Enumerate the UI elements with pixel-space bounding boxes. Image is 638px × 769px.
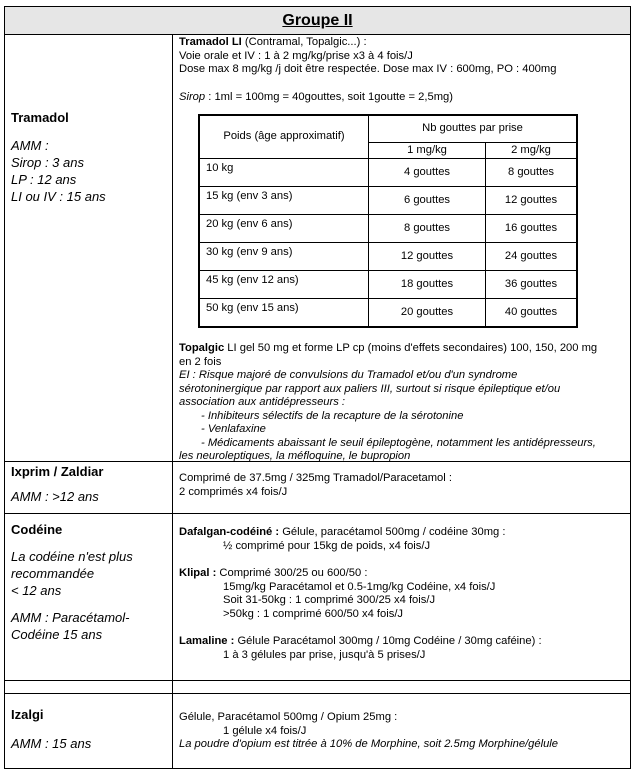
spacer-right-cell	[173, 681, 630, 693]
izalgi-line3: La poudre d'opium est titrée à 10% de Morphine, soit 2.5mg Morphine/gélule	[179, 738, 559, 750]
tramadol-line2: Dose max 8 mg/kg /j doit être respectée. Dose max IV : 600mg, PO : 400mg	[179, 63, 557, 75]
drops-2mg-cell: 40 gouttes	[486, 299, 578, 328]
dafalgan-dose: ½ comprimé pour 15kg de poids, x4 fois/J	[223, 539, 431, 552]
table-row	[199, 243, 577, 271]
codeine-name: Codéine	[11, 522, 63, 537]
codeine-amm-0: AMM : Paracétamol-	[11, 610, 130, 625]
klipal-line-0: 15mg/kg Paracétamol et 0.5-1mg/kg Codéine, x4 fois/J	[223, 580, 496, 593]
tramadol-amm-2: LP : 12 ans	[11, 172, 77, 187]
izalgi-line2: 1 gélule x4 fois/J	[223, 724, 307, 737]
drops-2mg-cell: 16 gouttes	[486, 215, 578, 243]
topalgic-line2: en 2 fois	[179, 355, 222, 368]
tramadol-li-brands: (Contramal, Topalgic...) :	[241, 36, 367, 48]
topalgic-text: LI gel 50 mg et forme LP cp (moins d'effets secondaires) 100, 150, 200 mg	[224, 342, 598, 354]
izalgi-right-cell	[173, 694, 630, 768]
codeine-note-1: recommandée	[11, 566, 95, 581]
drops-2mg-cell: 8 gouttes	[486, 159, 578, 187]
drops-2mg-cell: 36 gouttes	[486, 271, 578, 299]
sub-header-2mg: 2 mg/kg	[486, 143, 578, 159]
sirop-label: Sirop	[179, 90, 206, 103]
tramadol-amm-1: Sirop : 3 ans	[11, 155, 84, 170]
table-row	[199, 159, 577, 187]
ei-bullet-2: - Médicaments abaissant le seuil épileptogène, notamment les antidépresseurs,	[201, 436, 596, 449]
table-row	[199, 271, 577, 299]
weight-cell: 30 kg (env 9 ans)	[199, 243, 369, 271]
codeine-left-cell	[5, 514, 173, 680]
row-tramadol	[5, 35, 630, 462]
spacer-left-cell	[5, 681, 173, 693]
ixprim-line-0: Comprimé de 37.5mg / 325mg Tramadol/Paracetamol :	[179, 472, 452, 484]
codeine-note-2: < 12 ans	[11, 583, 62, 598]
row-izalgi	[5, 694, 630, 768]
weight-cell: 15 kg (env 3 ans)	[199, 187, 369, 215]
klipal-line-2: >50kg : 1 comprimé 600/50 x4 fois/J	[223, 607, 404, 620]
lamaline-name: Lamaline :	[179, 635, 235, 647]
row-spacer	[5, 681, 630, 694]
drops-2mg-cell: 12 gouttes	[486, 187, 578, 215]
izalgi-name: Izalgi	[11, 707, 44, 722]
tramadol-li-name: Tramadol LI	[179, 36, 242, 48]
lamaline-line	[179, 635, 630, 649]
ixprim-left-cell	[5, 462, 173, 513]
tramadol-name: Tramadol	[11, 110, 69, 125]
izalgi-amm: AMM : 15 ans	[11, 736, 92, 751]
topalgic-line	[179, 342, 630, 356]
codeine-amm-1: Codéine 15 ans	[11, 627, 103, 642]
dafalgan-text: Gélule, paracétamol 500mg / codéine 30mg :	[279, 526, 506, 538]
tramadol-amm-0: AMM :	[11, 138, 49, 153]
dafalgan-line	[179, 526, 630, 540]
weight-cell: 50 kg (env 15 ans)	[199, 299, 369, 328]
ei-bullet-2-cont: les neuroleptiques, la méfloquine, le bupropion	[179, 450, 411, 462]
tramadol-li-heading	[179, 36, 630, 50]
col-drops-header: Nb gouttes par prise	[369, 115, 578, 143]
drops-1mg-cell: 12 gouttes	[369, 243, 486, 271]
drops-1mg-cell: 18 gouttes	[369, 271, 486, 299]
klipal-name: Klipal :	[179, 567, 217, 579]
codeine-note-0: La codéine n'est plus	[11, 549, 133, 564]
izalgi-left-cell	[5, 694, 173, 768]
drops-1mg-cell: 8 gouttes	[369, 215, 486, 243]
row-ixprim	[5, 462, 630, 514]
drops-1mg-cell: 4 gouttes	[369, 159, 486, 187]
ei-bullet-1: - Venlafaxine	[201, 423, 266, 435]
drops-1mg-cell: 20 gouttes	[369, 299, 486, 328]
ei-line-1: sérotoninergique par rapport aux paliers III, surtout si risque épileptique et/ou	[179, 382, 561, 395]
weight-cell: 45 kg (env 12 ans)	[199, 271, 369, 299]
drops-2mg-cell: 24 gouttes	[486, 243, 578, 271]
table-row	[199, 215, 577, 243]
sub-header-1mg: 1 mg/kg	[369, 143, 486, 159]
tramadol-sirop-line	[179, 91, 630, 105]
weight-cell: 20 kg (env 6 ans)	[199, 215, 369, 243]
ei-line-2: association aux antidépresseurs :	[179, 396, 346, 408]
dafalgan-name: Dafalgan-codéiné :	[179, 526, 280, 538]
group-table	[4, 6, 631, 769]
ixprim-right-cell	[173, 462, 630, 513]
izalgi-line1: Gélule, Paracétamol 500mg / Opium 25mg :	[179, 711, 398, 723]
lamaline-text: Gélule Paracétamol 300mg / 10mg Codéine / 30mg caféine) :	[234, 635, 542, 647]
tramadol-line1: Voie orale et IV : 1 à 2 mg/kg/prise x3 à 4 fois/J	[179, 49, 413, 62]
ixprim-amm: AMM : >12 ans	[11, 489, 99, 504]
col-weight-header: Poids (âge approximatif)	[199, 115, 369, 159]
table-row	[199, 187, 577, 215]
ei-line-0: EI : Risque majoré de convulsions du Tramadol et/ou d'un syndrome	[179, 369, 518, 381]
ixprim-name: Ixprim / Zaldiar	[11, 464, 104, 479]
klipal-line-1: Soit 31-50kg : 1 comprimé 300/25 x4 fois/J	[223, 594, 436, 606]
tramadol-right-cell	[173, 35, 630, 461]
row-codeine	[5, 514, 630, 681]
codeine-right-cell	[173, 514, 630, 680]
table-row	[199, 299, 577, 328]
tramadol-amm-3: LI ou IV : 15 ans	[11, 189, 106, 204]
tramadol-left-cell	[5, 35, 173, 461]
ei-bullet-0: - Inhibiteurs sélectifs de la recapture de la sérotonine	[201, 409, 464, 422]
weight-cell: 10 kg	[199, 159, 369, 187]
drops-1mg-cell: 6 gouttes	[369, 187, 486, 215]
klipal-line	[179, 567, 630, 581]
group-title: Groupe II	[5, 7, 630, 35]
sirop-text: : 1ml = 100mg = 40gouttes, soit 1goutte = 2,5mg)	[205, 90, 453, 103]
drops-dosage-table	[198, 114, 578, 328]
klipal-text: Comprimé 300/25 ou 600/50 :	[216, 567, 368, 579]
topalgic-name: Topalgic	[179, 342, 225, 354]
lamaline-dose: 1 à 3 gélules par prise, jusqu'à 5 prises/J	[223, 648, 426, 661]
ixprim-line-1: 2 comprimés x4 fois/J	[179, 485, 288, 498]
